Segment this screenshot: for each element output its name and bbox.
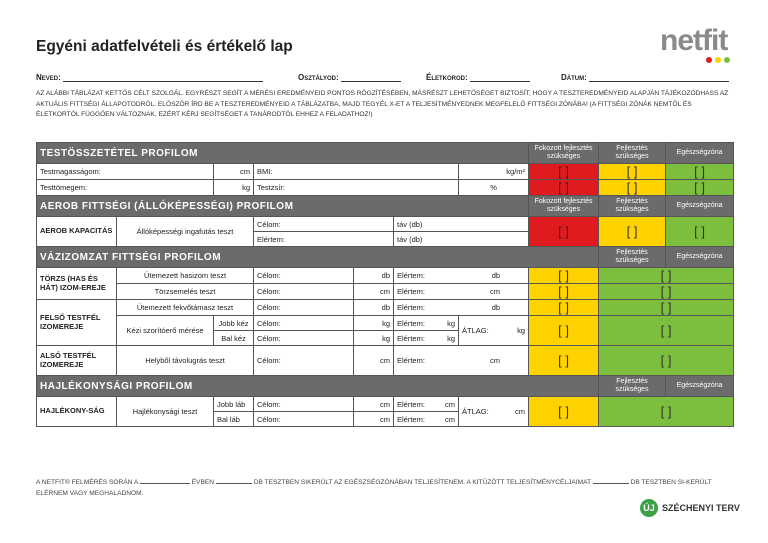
name-label: Neved: [36, 73, 61, 82]
footer-part: DB TESZTBEN SIKERÜLT AZ EGÉSZSÉGZÓNÁBAN TELJESÍTENEM. A KITŰZÖTT TELJESÍTMÉNYCÉLJAIMAT [253, 479, 591, 486]
goal-label: Célom: [254, 397, 354, 412]
pushup-test: Ütemezett fekvőtámasz teszt [117, 300, 254, 316]
bmi-unit[interactable]: kg/m² [459, 164, 529, 180]
zone-box[interactable]: [ ] [529, 217, 599, 247]
result-cell[interactable]: Elértem: kg [394, 331, 459, 346]
zone-box[interactable]: [ ] [529, 300, 599, 316]
zone-box[interactable]: [ ] [599, 268, 734, 284]
table-row [37, 268, 734, 284]
zone-box[interactable]: [ ] [529, 284, 599, 300]
goal-label: Célom: [254, 268, 354, 284]
trunklift-test: Törzsemelés teszt [117, 284, 254, 300]
zone-header-fejlesztes: Fejlesztés szükséges [599, 376, 666, 397]
aerob-test: Állóképességi ingafutás teszt [117, 217, 254, 247]
table-row [37, 397, 734, 412]
logo-dots-icon [706, 57, 730, 63]
flex-label: HAJLÉKONY-SÁG [37, 397, 117, 427]
age-field[interactable] [470, 73, 530, 82]
name-field[interactable] [63, 73, 263, 82]
zone-header-egeszseg: Egészségzóna [666, 247, 734, 268]
zone-box[interactable]: [ ] [529, 346, 599, 376]
intro-text: AZ ALÁBBI TÁBLÁZAT KETTŐS CÉLT SZOLGÁL. EGYRÉSZT SEGÍT A MÉRÉSI EREDMÉNYEID PONTOS RÖGZÍTÉSÉBEN, MÁSRÉSZT LEHETŐSÉGET BIZTOSÍT, HOGY A TESZTEREDMÉNYEID ALAPJÁN TÁJÉKOZÓDHASS AZ AKTUÁLIS FITTSÉGI ÁLLAPOTODRÓL. ELŐSZÖR ÍRD BE A TESZTEREDMÉNYEID A TÁBLÁZATBA, MAJD TEGYÉL X-ET A TELJESÍTMÉNYEDNEK MEGFELELŐ FITTSÉGI ZÓNÁBA! (A FITTSÉGI ZÓNÁK NEMTŐL ÉS ÉLETKORTÓL FÜGGŐEN VÁLTOZNAK, EZÉRT KÉRJ SEGÍTSÉGET A TANÁRODTÓL EHHEZ A FELADATHOZ!) [36, 90, 729, 118]
count-field[interactable] [216, 476, 252, 484]
flex-section-title: HAJLÉKONYSÁGI PROFILOM [37, 376, 599, 397]
zone-box[interactable]: [ ] [599, 164, 666, 180]
footer-part: ÉVBEN [191, 479, 215, 486]
age-label: Életkorod: [426, 73, 468, 82]
right-hand: Jobb kéz [214, 316, 254, 331]
footer-part: A NETFIT® FELMÉRÉS SORÁN A [36, 479, 138, 486]
left-leg: Bal láb [214, 412, 254, 427]
height-label: Testmagasságom: [37, 164, 214, 180]
goal-unit[interactable]: cm [354, 412, 394, 427]
goal-label: Célom: [254, 300, 354, 316]
footer-text [36, 476, 736, 499]
zone-box[interactable]: [ ] [666, 217, 734, 247]
lower-label: ALSÓ TESTFÉL IZOMEREJE [37, 346, 117, 376]
trunk-label: TÖRZS (HAS ÉS HÁT) IZOM-EREJE [37, 268, 117, 300]
weight-label: Testtömegem: [37, 180, 214, 196]
szechenyi-text: SZÉCHENYI TERV [662, 503, 740, 513]
left-hand: Bal kéz [214, 331, 254, 346]
szechenyi-logo [640, 499, 740, 517]
result-cell[interactable]: Elértem: db [394, 268, 529, 284]
goal-unit[interactable]: db [354, 300, 394, 316]
zone-header-egeszseg: Egészségzóna [666, 196, 734, 217]
zone-box[interactable]: [ ] [529, 268, 599, 284]
table-row [37, 346, 734, 376]
zone-box[interactable]: [ ] [529, 164, 599, 180]
zone-box[interactable]: [ ] [599, 217, 666, 247]
result-label: Elértem: [254, 232, 394, 247]
result-cell[interactable]: Elértem: cm [394, 284, 529, 300]
weight-unit[interactable]: kg [214, 180, 254, 196]
goal-unit[interactable]: cm [354, 284, 394, 300]
year-field[interactable] [140, 476, 190, 484]
goal-label: Célom: [254, 217, 394, 232]
body-section-header [37, 143, 734, 164]
zone-header-fokozott: Fokozott fejlesztés szükséges [529, 143, 599, 164]
fat-label: Testzsír: [254, 180, 459, 196]
zone-box[interactable]: [ ] [666, 164, 734, 180]
zone-box[interactable]: [ ] [529, 180, 599, 196]
zone-box[interactable]: [ ] [599, 346, 734, 376]
zone-header-fokozott: Fokozott fejlesztés szükséges [529, 196, 599, 217]
zone-box[interactable]: [ ] [529, 397, 599, 427]
aerob-section-title: AEROB FITTSÉGI (ÁLLÓKÉPESSÉGI) PROFILOM [37, 196, 529, 217]
class-field[interactable] [341, 73, 401, 82]
page-title: Egyéni adatfelvételi és értékelő lap [36, 38, 293, 55]
result-cell[interactable]: Elértem: db [394, 300, 529, 316]
zone-header-fejlesztes: Fejlesztés szükséges [599, 247, 666, 268]
result-cell[interactable]: Elértem: kg [394, 316, 459, 331]
flex-section-header [37, 376, 734, 397]
flex-test: Hajlékonysági teszt [117, 397, 214, 427]
goal-unit[interactable]: cm [354, 397, 394, 412]
result-cell[interactable]: Elértem: cm [394, 397, 459, 412]
zone-header-fejlesztes: Fejlesztés szükséges [599, 196, 666, 217]
jump-test: Helyből távolugrás teszt [117, 346, 254, 376]
result-cell[interactable]: Elértem: cm [394, 412, 459, 427]
goal-count-field[interactable] [593, 476, 629, 484]
table-row [37, 217, 734, 232]
muscle-section-header [37, 247, 734, 268]
date-field[interactable] [589, 73, 729, 82]
bmi-label: BMI: [254, 164, 459, 180]
zone-box[interactable]: [ ] [599, 316, 734, 346]
netfit-logo: netfit [660, 24, 728, 57]
upper-label: FELSŐ TESTFÉL IZOMEREJE [37, 300, 117, 346]
grip-test: Kézi szorítóerő mérése [117, 316, 214, 346]
footer-part: DB TESZTBEN SI-KERÜLT ELÉRNEM VAGY MEGHALADNOM. [36, 479, 712, 497]
table-row [37, 284, 734, 300]
muscle-section-title: VÁZIZOMZAT FITTSÉGI PROFILOM [37, 247, 599, 268]
result-unit[interactable]: táv (db) [394, 232, 529, 247]
body-section-title: TESTÖSSZETÉTEL PROFILOM [37, 143, 529, 164]
fat-unit[interactable]: % [459, 180, 529, 196]
result-cell[interactable]: Elértem: cm [394, 346, 529, 376]
goal-unit[interactable]: kg [354, 316, 394, 331]
zone-box[interactable]: [ ] [599, 284, 734, 300]
right-leg: Jobb láb [214, 397, 254, 412]
height-unit[interactable]: cm [214, 164, 254, 180]
goal-unit[interactable]: db [354, 268, 394, 284]
szechenyi-icon: ÚJ [640, 499, 658, 517]
zone-box[interactable]: [ ] [529, 316, 599, 346]
zone-header-egeszseg: Egészségzóna [666, 143, 734, 164]
goal-label: Célom: [254, 331, 354, 346]
zone-box[interactable]: [ ] [599, 180, 666, 196]
zone-box[interactable]: [ ] [599, 397, 734, 427]
zone-box[interactable]: [ ] [666, 180, 734, 196]
zone-header-egeszseg: Egészségzóna [666, 376, 734, 397]
table-row [37, 300, 734, 316]
goal-label: Célom: [254, 316, 354, 331]
avg-cell[interactable]: ÁTLAG: cm [459, 397, 529, 427]
table-row [37, 164, 734, 180]
goal-label: Célom: [254, 346, 354, 376]
goal-label: Célom: [254, 284, 354, 300]
goal-unit[interactable]: kg [354, 331, 394, 346]
zone-header-fejlesztes: Fejlesztés szükséges [599, 143, 666, 164]
avg-cell[interactable]: ÁTLAG: kg [459, 316, 529, 346]
goal-unit[interactable]: cm [354, 346, 394, 376]
table-row [37, 316, 734, 331]
table-row [37, 180, 734, 196]
aerob-label: AEROB KAPACITÁS [37, 217, 117, 247]
situp-test: Ütemezett hasizom teszt [117, 268, 254, 284]
assessment-table [36, 142, 734, 427]
date-label: Dátum: [561, 73, 587, 82]
zone-box[interactable]: [ ] [599, 300, 734, 316]
class-label: Osztályod: [298, 73, 339, 82]
aerob-section-header [37, 196, 734, 217]
goal-unit[interactable]: táv (db) [394, 217, 529, 232]
goal-label: Célom: [254, 412, 354, 427]
